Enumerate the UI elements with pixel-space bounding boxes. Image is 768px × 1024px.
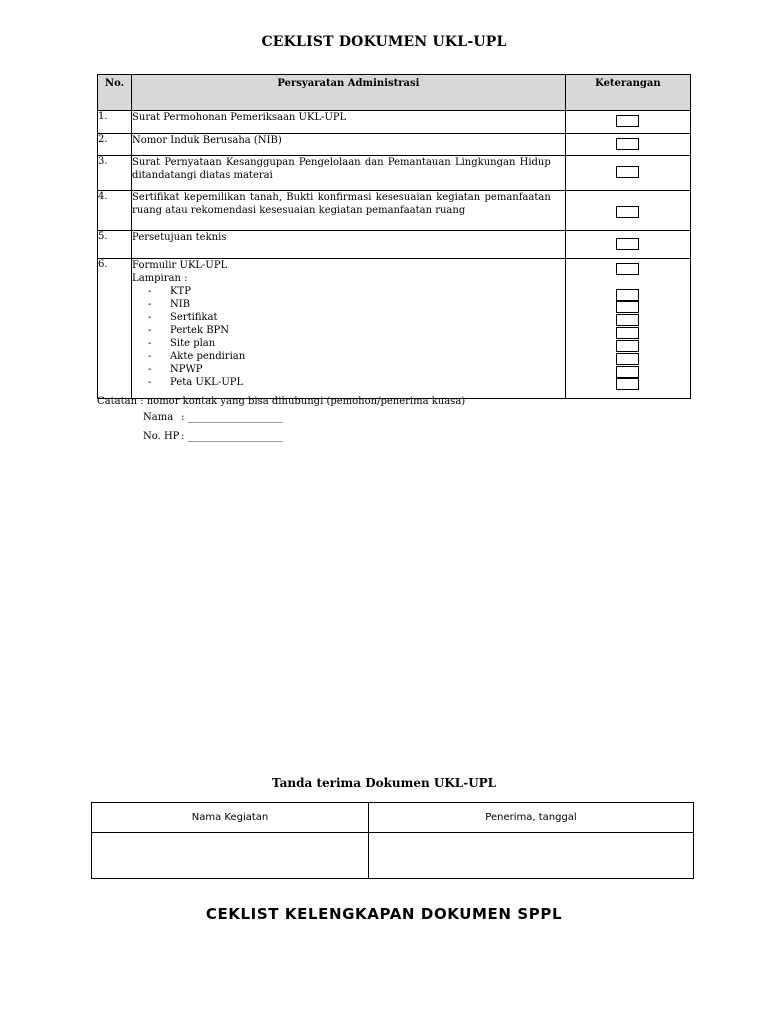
list-item: - KTP [148, 286, 191, 297]
row-number: 2. [98, 134, 132, 156]
list-item: - NPWP [148, 364, 203, 375]
checkbox[interactable] [616, 327, 639, 339]
row-requirement: Nomor Induk Berusaha (NIB) [132, 134, 566, 156]
phone-label: No. HP [143, 431, 180, 442]
checkbox[interactable] [616, 340, 639, 352]
row-remarks [565, 231, 690, 259]
row-number: 5. [98, 231, 132, 259]
checkbox[interactable] [616, 166, 639, 178]
row-remarks [565, 191, 690, 231]
receipt-activity-cell[interactable] [92, 833, 369, 879]
list-item: - Peta UKL-UPL [148, 377, 244, 388]
table-header-row [98, 75, 691, 111]
list-item: - Akte pendirian [148, 351, 246, 362]
row-remarks [565, 156, 690, 191]
row-requirement: Sertifikat kepemilikan tanah, Bukti konfirmasi kesesuaian kegiatan pemanfaatan ruang atau rekomendasi kesesuaian kegiatan pemanfaatan ruang [132, 191, 566, 231]
receipt-header-row [92, 803, 694, 833]
receipt-receiver-cell[interactable] [369, 833, 694, 879]
contact-phone-line [143, 431, 283, 442]
table-row [98, 134, 691, 156]
receipt-col-receiver: Penerima, tanggal [369, 803, 694, 833]
row-remarks [565, 111, 690, 134]
attachments-list [132, 285, 565, 389]
checkbox[interactable] [616, 353, 639, 365]
table-row [98, 231, 691, 259]
row-remarks [565, 134, 690, 156]
checkbox[interactable] [616, 238, 639, 250]
header-requirement: Persyaratan Administrasi [132, 75, 566, 111]
checkbox[interactable] [616, 115, 639, 127]
checkbox[interactable] [616, 289, 639, 301]
row-number: 6. [98, 259, 132, 399]
phone-separator: : [181, 431, 185, 442]
table-row [98, 191, 691, 231]
receipt-col-activity: Nama Kegiatan [92, 803, 369, 833]
checkbox[interactable] [616, 378, 639, 390]
row-number: 4. [98, 191, 132, 231]
row-number: 3. [98, 156, 132, 191]
receipt-body-row [92, 833, 694, 879]
attachments-label: Lampiran : [132, 273, 188, 284]
table-row [98, 111, 691, 134]
contact-note: Catatan : nomor kontak yang bisa dihubungi (pemohon/penerima kuasa) [97, 396, 466, 407]
checkbox[interactable] [616, 138, 639, 150]
table-row [98, 259, 691, 399]
receipt-table [91, 802, 694, 879]
checkbox[interactable] [616, 366, 639, 378]
checkbox[interactable] [616, 263, 639, 275]
header-no: No. [98, 75, 132, 111]
contact-name-line [143, 412, 283, 423]
document-title: CEKLIST DOKUMEN UKL-UPL [261, 34, 507, 50]
header-remarks: Keterangan [565, 75, 690, 111]
sppl-title: CEKLIST KELENGKAPAN DOKUMEN SPPL [205, 905, 563, 923]
row-requirement: Persetujuan teknis [132, 231, 566, 259]
name-separator: : [181, 412, 185, 423]
receipt-title: Tanda terima Dokumen UKL-UPL [271, 776, 497, 790]
list-item: - Sertifikat [148, 312, 218, 323]
list-item: - Site plan [148, 338, 216, 349]
table-row [98, 156, 691, 191]
checkbox[interactable] [616, 301, 639, 313]
checklist-table [97, 74, 691, 399]
list-item: - NIB [148, 299, 191, 310]
row-number: 1. [98, 111, 132, 134]
row-requirement: Surat Permohonan Pemeriksaan UKL-UPL [132, 111, 566, 134]
row-requirement [132, 259, 566, 399]
row-requirement: Surat Pernyataan Kesanggupan Pengelolaan dan Pemantauan Lingkungan Hidup ditandatangi diatas materai [132, 156, 566, 191]
name-label: Nama [143, 412, 174, 423]
checkbox[interactable] [616, 206, 639, 218]
name-field[interactable]: ___________________ [187, 412, 283, 423]
checkbox[interactable] [616, 314, 639, 326]
list-item: - Pertek BPN [148, 325, 230, 336]
phone-field[interactable]: ___________________ [187, 431, 283, 442]
row-requirement-title: Formulir UKL-UPL [132, 260, 228, 271]
row-remarks [565, 259, 690, 399]
